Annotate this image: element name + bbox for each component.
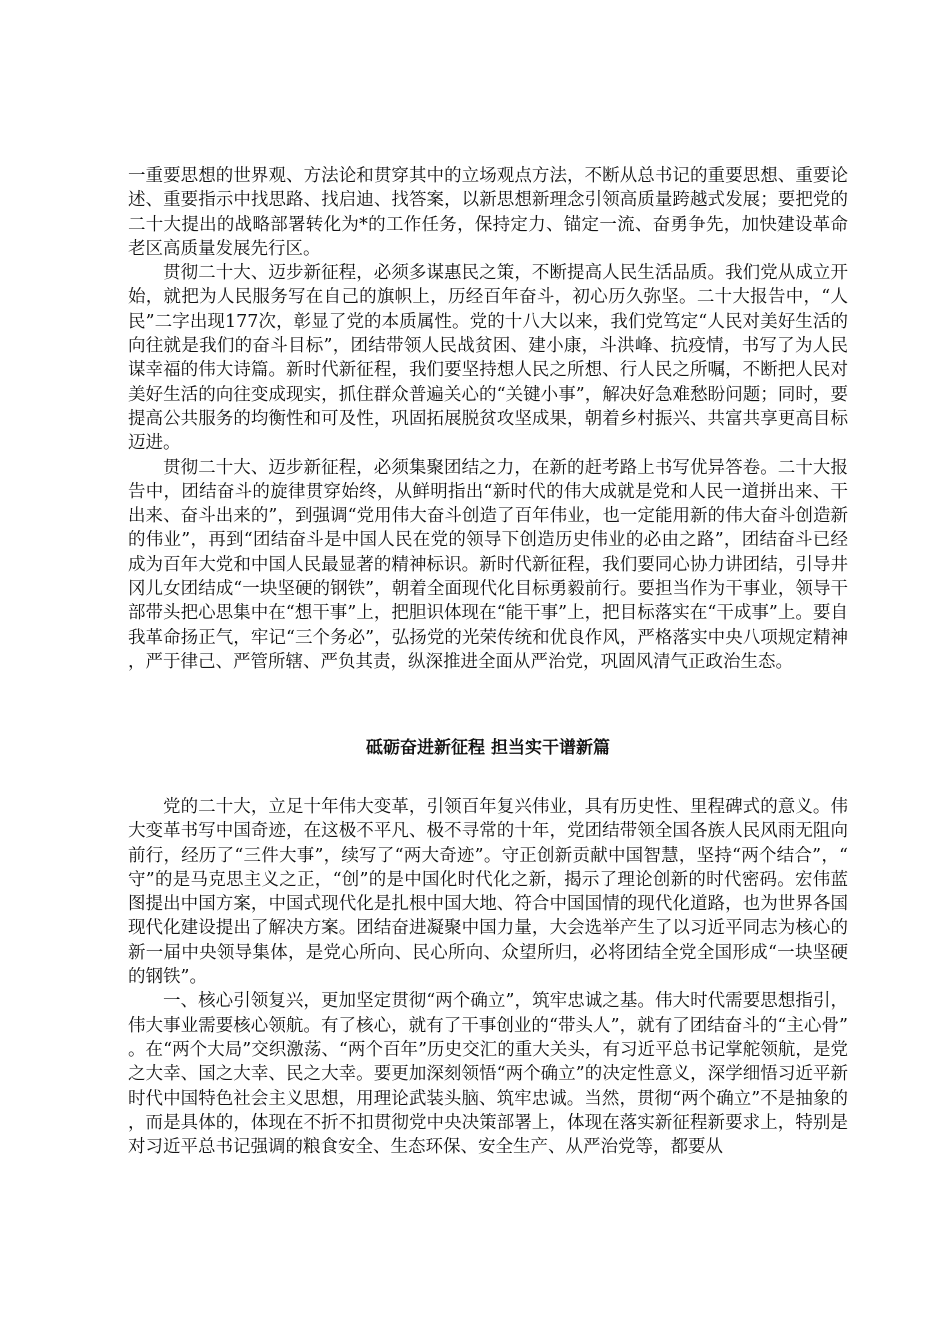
body-section-2 bbox=[128, 795, 848, 1159]
paragraph: 党的二十大，立足十年伟大变革，引领百年复兴伟业，具有历史性、里程碑式的意义。伟大变革书写中国奇迹，在这极不平凡、极不寻常的十年，党团结带领全国各族人民风雨无阻向前行，经历了“三件大事”，续写了“两大奇迹”。守正创新贡献中国智慧，坚持“两个结合”，“守”的是马克思主义之正，“创”的是中国化时代化之新，揭示了理论创新的时代密码。宏伟蓝图提出中国方案，中国式现代化是扎根中国大地、符合中国国情的现代化道路，也为世界各国现代化建设提出了解决方案。团结奋进凝聚中国力量，大会选举产生了以习近平同志为核心的新一届中央领导集体，是党心所向、民心所向、众望所归，必将团结全党全国形成“一块坚硬的钢铁”。 bbox=[128, 797, 848, 988]
paragraph: 一、核心引领复兴，更加坚定贯彻“两个确立”，筑牢忠诚之基。伟大时代需要思想指引，伟大事业需要核心领航。有了核心，就有了干事创业的“带头人”，就有了团结奋斗的“主心骨”。在“两个大局”交织激荡、“两个百年”历史交汇的重大关头，有习近平总书记掌舵领航，是党之大幸、国之大幸、民之大幸。要更加深刻领悟“两个确立”的决定性意义，深学细悟习近平新时代中国特色社会主义思想，用理论武装头脑、筑牢忠诚。当然，贯彻“两个确立”不是抽象的，而是具体的，体现在不折不扣贯彻党中央决策部署上，体现在落实新征程新要求上，特别是对习近平总书记强调的粮食安全、生态环保、安全生产、从严治党等，都要从 bbox=[128, 991, 848, 1158]
paragraph: 贯彻二十大、迈步新征程，必须多谋惠民之策，不断提高人民生活品质。我们党从成立开始，就把为人民服务写在自己的旗帜上，历经百年奋斗，初心历久弥坚。二十大报告中，“人民”二字出现177次，彰显了党的本质属性。党的十八大以来，我们党笃定“人民对美好生活的向往就是我们的奋斗目标”，团结带领人民战贫困、建小康，斗洪峰、抗疫情，书写了为人民谋幸福的伟大诗篇。新时代新征程，我们要坚持想人民之所想、行人民之所嘱，不断把人民对美好生活的向往变成现实，抓住群众普遍关心的“关键小事”，解决好急难愁盼问题；同时，要提高公共服务的均衡性和可及性，巩固拓展脱贫攻坚成果，朝着乡村振兴、共富共享更高目标迈进。 bbox=[128, 263, 848, 454]
article-title: 砥砺奋进新征程 担当实干谱新篇 bbox=[366, 738, 610, 758]
paragraph: 贯彻二十大、迈步新征程，必须集聚团结之力，在新的赶考路上书写优异答卷。二十大报告中，团结奋斗的旋律贯穿始终，从鲜明指出“新时代的伟大成就是党和人民一道拼出来、干出来、奋斗出来的”，到强调“党用伟大奋斗创造了百年伟业，也一定能用新的伟大奋斗创造新的伟业”，再到“团结奋斗是中国人民在党的领导下创造历史伟业的必由之路”，团结奋斗已经成为百年大党和中国人民最显著的精神标识。新时代新征程，我们要同心协力讲团结，引导井冈儿女团结成“一块坚硬的钢铁”，朝着全面现代化目标勇毅前行。要担当作为干事业，领导干部带头把心思集中在“想干事”上，把胆识体现在“能干事”上，把目标落实在“干成事”上。要自我革命扬正气，牢记“三个务必”，弘扬党的光荣传统和优良作风，严格落实中央八项规定精神，严于律己、严管所辖、严负其责，纵深推进全面从严治党，巩固风清气正政治生态。 bbox=[128, 457, 848, 672]
paragraph-continued: 一重要思想的世界观、方法论和贯穿其中的立场观点方法，不断从总书记的重要思想、重要论述、重要指示中找思路、找启迪、找答案，以新思想新理念引领高质量跨越式发展；要把党的二十大提出的战略部署转化为*的工作任务，保持定力、锚定一流、奋勇争先，加快建设革命老区高质量发展先行区。 bbox=[128, 166, 848, 259]
body-section-1 bbox=[128, 164, 848, 674]
